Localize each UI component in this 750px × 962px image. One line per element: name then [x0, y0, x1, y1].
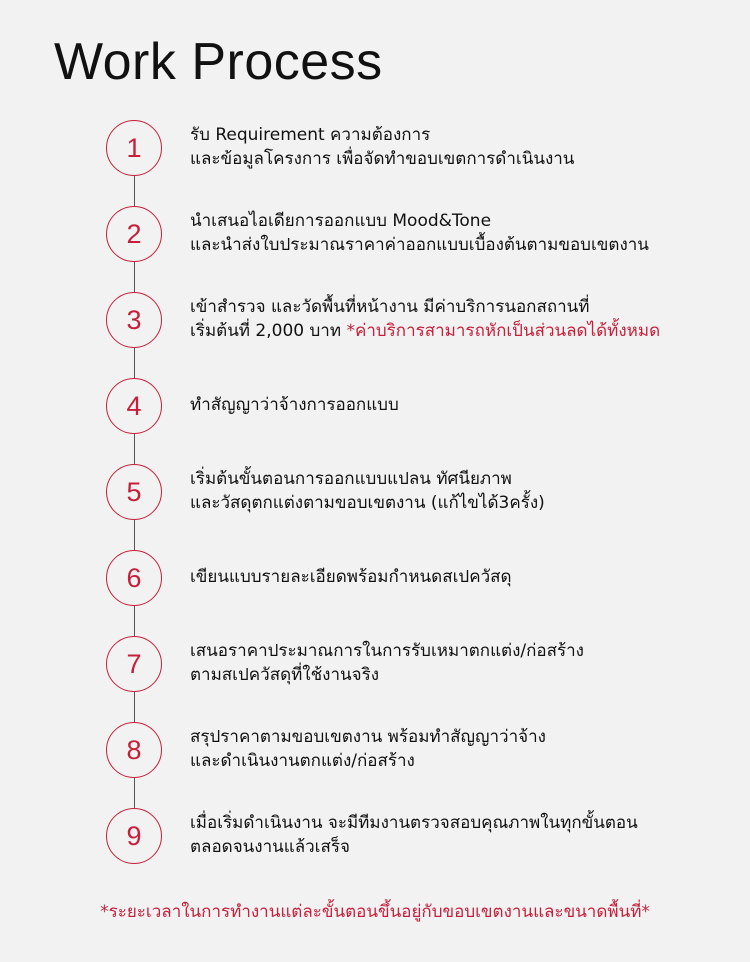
step-text-part: เริ่มต้นที่ 2,000 บาท [190, 321, 342, 341]
step-number-badge: 9 [106, 808, 162, 864]
page-title: Work Process [54, 33, 383, 91]
step-number-badge: 5 [106, 464, 162, 520]
step-number-badge: 8 [106, 722, 162, 778]
step-text-line: ตลอดจนงานแล้วเสร็จ [190, 837, 350, 857]
step-number-badge: 1 [106, 120, 162, 176]
step-number-badge: 6 [106, 550, 162, 606]
discount-note: *ค่าบริการสามารถหักเป็นส่วนลดได้ทั้งหมด [346, 321, 661, 341]
step-number-badge: 7 [106, 636, 162, 692]
step-text-line: สรุปราคาตามขอบเขตงาน พร้อมทำสัญญาว่าจ้าง [190, 727, 546, 747]
step-text-line: เข้าสำรวจ และวัดพื้นที่หน้างาน มีค่าบริการนอกสถานที่ [190, 297, 590, 317]
step-text-line: เมื่อเริ่มดำเนินงาน จะมีทีมงานตรวจสอบคุณภาพในทุกขั้นตอน [190, 813, 638, 833]
step-4 [0, 377, 750, 437]
step-text-line: เสนอราคาประมาณการในการรับเหมาตกแต่ง/ก่อสร้าง [190, 641, 584, 661]
step-description [190, 467, 730, 515]
step-description [190, 393, 730, 417]
step-8 [0, 721, 750, 781]
step-description [190, 639, 730, 687]
step-6 [0, 549, 750, 609]
step-text-line: ทำสัญญาว่าจ้างการออกแบบ [190, 395, 399, 415]
step-description [190, 565, 730, 589]
step-text-line: และนำส่งใบประมาณราคาค่าออกแบบเบื้องต้นตามขอบเขตงาน [190, 235, 649, 255]
step-number-badge: 4 [106, 378, 162, 434]
step-number-badge: 2 [106, 206, 162, 262]
step-text-line: ตามสเปควัสดุที่ใช้งานจริง [190, 665, 380, 685]
step-1 [0, 119, 750, 179]
step-text-line: เริ่มต้นขั้นตอนการออกแบบแปลน ทัศนียภาพ [190, 469, 512, 489]
step-3 [0, 291, 750, 351]
step-description [190, 725, 730, 773]
step-text-line: และข้อมูลโครงการ เพื่อจัดทำขอบเขตการดำเนินงาน [190, 149, 575, 169]
step-7 [0, 635, 750, 695]
step-description [190, 811, 730, 859]
step-5 [0, 463, 750, 523]
step-description [190, 295, 730, 343]
step-text-line: และวัสดุตกแต่งตามขอบเขตงาน (แก้ไขได้3ครั้ง) [190, 493, 545, 513]
step-9 [0, 807, 750, 867]
step-text-line [190, 319, 730, 343]
timeline-footnote: *ระยะเวลาในการทำงานแต่ละขั้นตอนขึ้นอยู่กับขอบเขตงานและขนาดพื้นที่* [100, 902, 650, 922]
step-description [190, 123, 730, 171]
step-description [190, 209, 730, 257]
step-text-line: นำเสนอไอเดียการออกแบบ Mood&Tone [190, 211, 492, 231]
step-text-line: รับ Requirement ความต้องการ [190, 125, 431, 145]
step-2 [0, 205, 750, 265]
step-text-line: และดำเนินงานตกแต่ง/ก่อสร้าง [190, 751, 415, 771]
step-number-badge: 3 [106, 292, 162, 348]
step-text-line: เขียนแบบรายละเอียดพร้อมกำหนดสเปควัสดุ [190, 567, 512, 587]
